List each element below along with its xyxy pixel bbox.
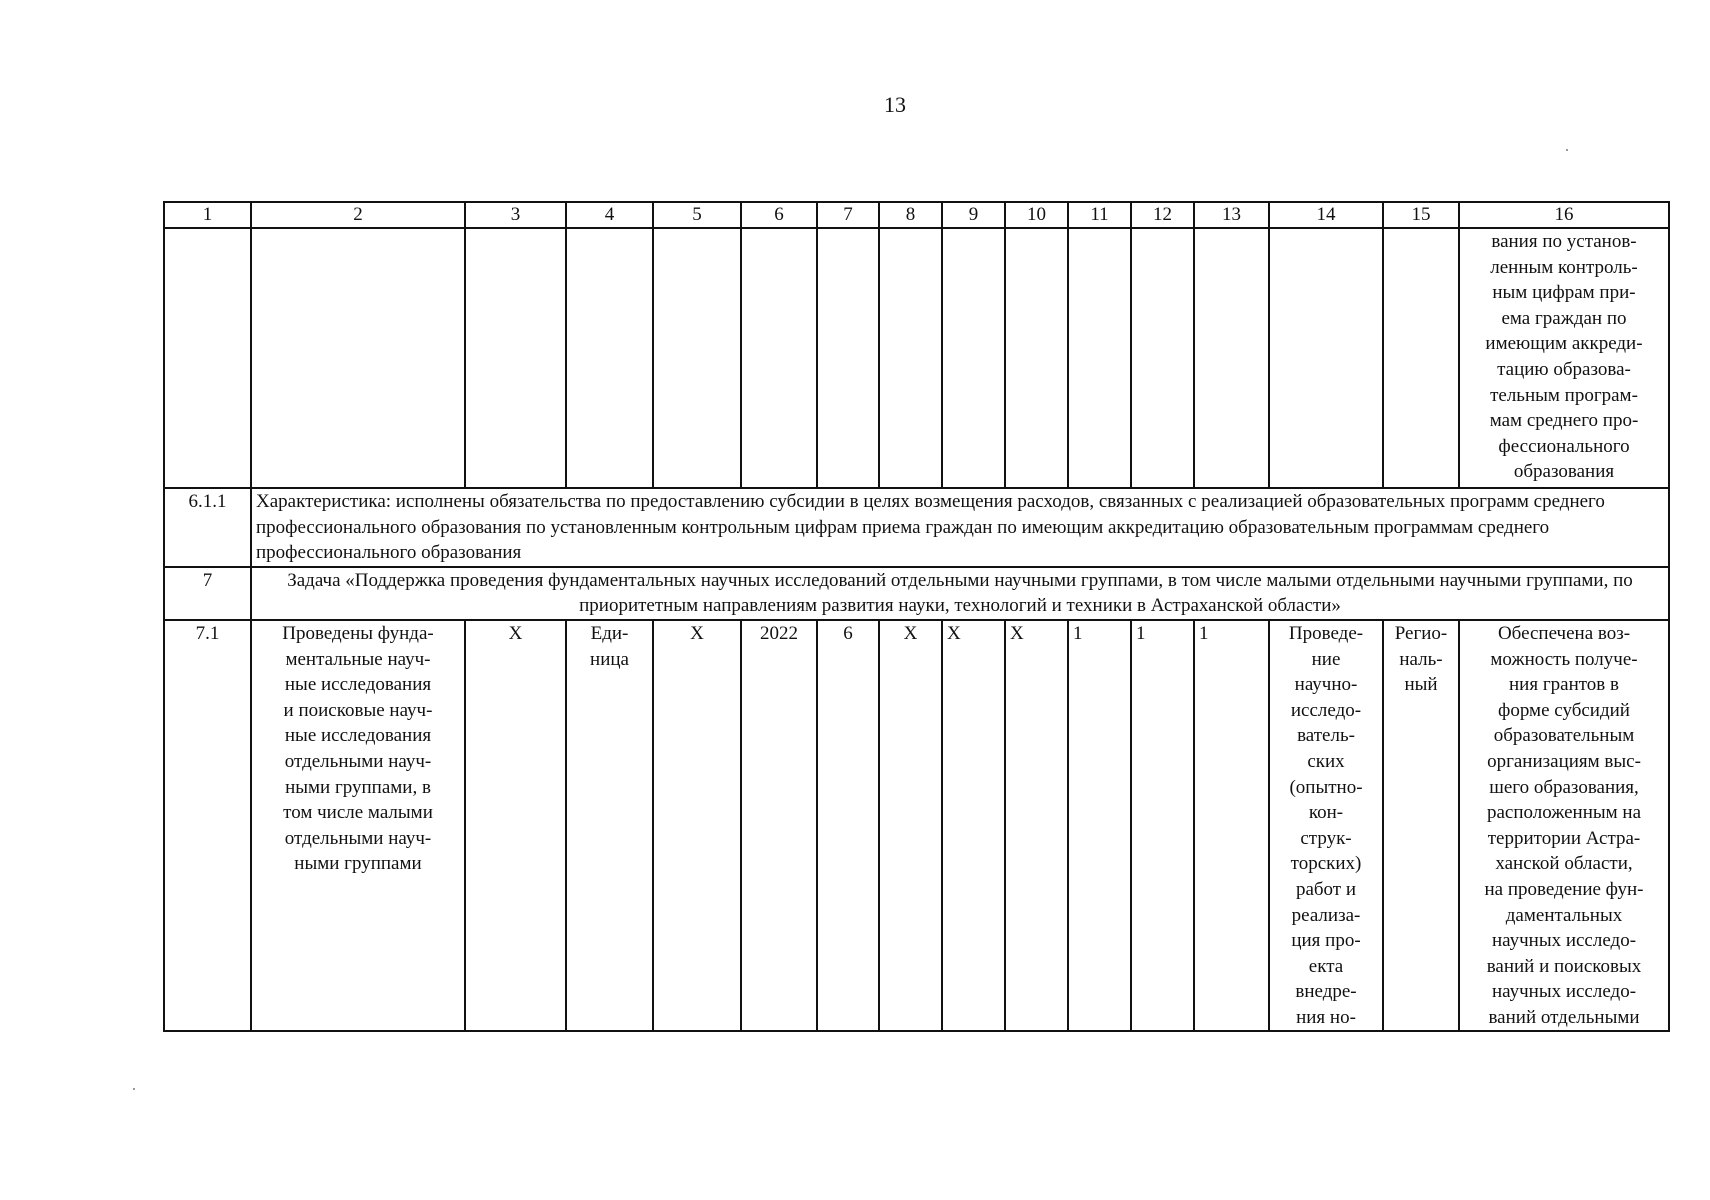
empty-cell	[1131, 228, 1194, 488]
text-line: струк-	[1300, 827, 1352, 849]
row-number-cell: 7	[164, 567, 251, 620]
unit-cell	[566, 620, 653, 1032]
header-cell: 12	[1131, 202, 1194, 228]
level-cell	[1383, 620, 1459, 1032]
text-line: Проведены фунда-	[282, 622, 434, 644]
header-cell: 7	[817, 202, 879, 228]
header-cell: 2	[251, 202, 465, 228]
text-line: можность получе-	[1490, 648, 1638, 670]
row-number-cell: 7.1	[164, 620, 251, 1032]
text-line: ния грантов в	[1509, 674, 1619, 696]
empty-cell	[879, 228, 942, 488]
table-cell: Х	[653, 620, 741, 1032]
text-line: Еди-	[590, 622, 629, 644]
text-line: Регио-	[1394, 622, 1448, 644]
result-description-cell	[1459, 620, 1669, 1032]
header-cell: 6	[741, 202, 817, 228]
scan-speck	[133, 1088, 135, 1090]
text-line: кон-	[1308, 802, 1344, 824]
text-line: тацию образова-	[1497, 358, 1631, 380]
text-line: ватель-	[1297, 725, 1355, 747]
text-line: торских)	[1290, 853, 1362, 875]
empty-cell	[251, 228, 465, 488]
text-line: ханской области,	[1495, 853, 1633, 875]
text-line: ница	[590, 648, 629, 670]
text-line: форме субсидий	[1498, 699, 1630, 721]
header-cell: 5	[653, 202, 741, 228]
text-line: научных исследо-	[1491, 930, 1637, 952]
result-name-cell	[251, 620, 465, 1032]
table-cell: Х	[1005, 620, 1068, 1032]
empty-cell	[1269, 228, 1383, 488]
text-line: ция про-	[1291, 930, 1361, 952]
header-cell: 8	[879, 202, 942, 228]
text-line: внедре-	[1295, 981, 1357, 1003]
table-cell: Х	[942, 620, 1005, 1032]
row-number-cell: 6.1.1	[164, 488, 251, 567]
header-cell: 15	[1383, 202, 1459, 228]
text-line: территории Астра-	[1487, 827, 1641, 849]
text-line: том числе малыми	[283, 802, 433, 824]
text-line: научно-	[1294, 674, 1358, 696]
text-line: вания по установ-	[1491, 231, 1637, 252]
task-text-cell: Задача «Поддержка проведения фундаментальных научных исследований отдельными научными группами, в том числе малыми отдельными научными группами, по приоритетным направлениям развития науки, технологий и техники в Астраханской области»	[251, 567, 1669, 620]
text-line: даментальных	[1505, 904, 1623, 926]
text-line: образования	[1513, 461, 1615, 483]
text-line: ный	[1404, 674, 1438, 696]
empty-cell	[164, 228, 251, 488]
text-line: работ и	[1295, 878, 1357, 900]
empty-cell	[1068, 228, 1131, 488]
text-line: фессионального	[1498, 435, 1630, 457]
text-line: наль-	[1399, 648, 1443, 670]
text-line: ваний и поисковых	[1486, 955, 1642, 977]
text-line: организациям выс-	[1487, 750, 1641, 772]
text-line: ные исследования	[284, 674, 432, 696]
text-line: и поисковые науч-	[283, 699, 433, 721]
text-line: на проведение фун-	[1484, 878, 1644, 900]
empty-cell	[465, 228, 566, 488]
text-line: ными группами, в	[285, 776, 431, 798]
text-line: екта	[1308, 955, 1344, 977]
text-line: ских	[1307, 750, 1345, 772]
empty-cell	[1005, 228, 1068, 488]
indicators-table	[163, 201, 1670, 1032]
empty-cell	[566, 228, 653, 488]
table-cell: Х	[465, 620, 566, 1032]
text-line: научных исследо-	[1491, 981, 1637, 1003]
header-cell: 3	[465, 202, 566, 228]
header-cell: 11	[1068, 202, 1131, 228]
text-line: расположенным на	[1486, 802, 1642, 824]
activity-cell	[1269, 620, 1383, 1032]
text-line: ными группами	[294, 853, 422, 875]
text-line: ленным контроль-	[1490, 256, 1638, 278]
table-cell: 6	[817, 620, 879, 1032]
empty-cell	[741, 228, 817, 488]
header-cell: 9	[942, 202, 1005, 228]
text-line: тельным програм-	[1490, 384, 1638, 406]
header-cell: 13	[1194, 202, 1269, 228]
task-row	[164, 567, 1669, 620]
text-line: имеющим аккреди-	[1485, 333, 1643, 355]
table-cell: 1	[1194, 620, 1269, 1032]
continuation-row	[164, 228, 1669, 488]
text-line: ваний отдельными	[1488, 1006, 1640, 1028]
empty-cell	[817, 228, 879, 488]
text-line: Проведе-	[1288, 622, 1364, 644]
text-line: ние	[1311, 648, 1341, 670]
table-header-row	[164, 202, 1669, 228]
table-cell: Х	[879, 620, 942, 1032]
text-line: ема граждан по	[1501, 307, 1627, 329]
empty-cell	[653, 228, 741, 488]
result-row	[164, 620, 1669, 1032]
header-cell: 14	[1269, 202, 1383, 228]
text-line: шего образования,	[1489, 776, 1639, 798]
characteristic-text-cell: Характеристика: исполнены обязательства по предоставлению субсидии в целях возмещения расходов, связанных с реализацией образовательных программ среднего профессионального образования по установленным контрольным цифрам приема граждан по имеющим аккредитацию образовательным программам среднего профессионального образования	[251, 488, 1669, 567]
text-line: образовательным	[1493, 725, 1635, 747]
year-cell: 2022	[741, 620, 817, 1032]
table-cell: 1	[1068, 620, 1131, 1032]
continuation-description-cell	[1459, 228, 1669, 488]
header-cell: 1	[164, 202, 251, 228]
text-line: отдельными науч-	[284, 827, 432, 849]
header-cell: 16	[1459, 202, 1669, 228]
text-line: ным цифрам при-	[1492, 282, 1636, 304]
text-line: исследо-	[1290, 699, 1362, 721]
page-number: 13	[884, 92, 906, 117]
text-line: ментальные науч-	[285, 648, 431, 670]
header-cell: 4	[566, 202, 653, 228]
text-line: ния но-	[1296, 1006, 1356, 1028]
text-line: ные исследования	[284, 725, 432, 747]
text-line: Обеспечена воз-	[1497, 622, 1631, 644]
scan-speck	[1566, 149, 1568, 151]
text-line: мам среднего про-	[1489, 410, 1639, 432]
text-line: реализа-	[1291, 904, 1361, 926]
empty-cell	[1383, 228, 1459, 488]
empty-cell	[942, 228, 1005, 488]
text-line: отдельными науч-	[284, 750, 432, 772]
table-cell: 1	[1131, 620, 1194, 1032]
empty-cell	[1194, 228, 1269, 488]
text-line: (опытно-	[1289, 776, 1363, 798]
characteristic-row	[164, 488, 1669, 567]
header-cell: 10	[1005, 202, 1068, 228]
